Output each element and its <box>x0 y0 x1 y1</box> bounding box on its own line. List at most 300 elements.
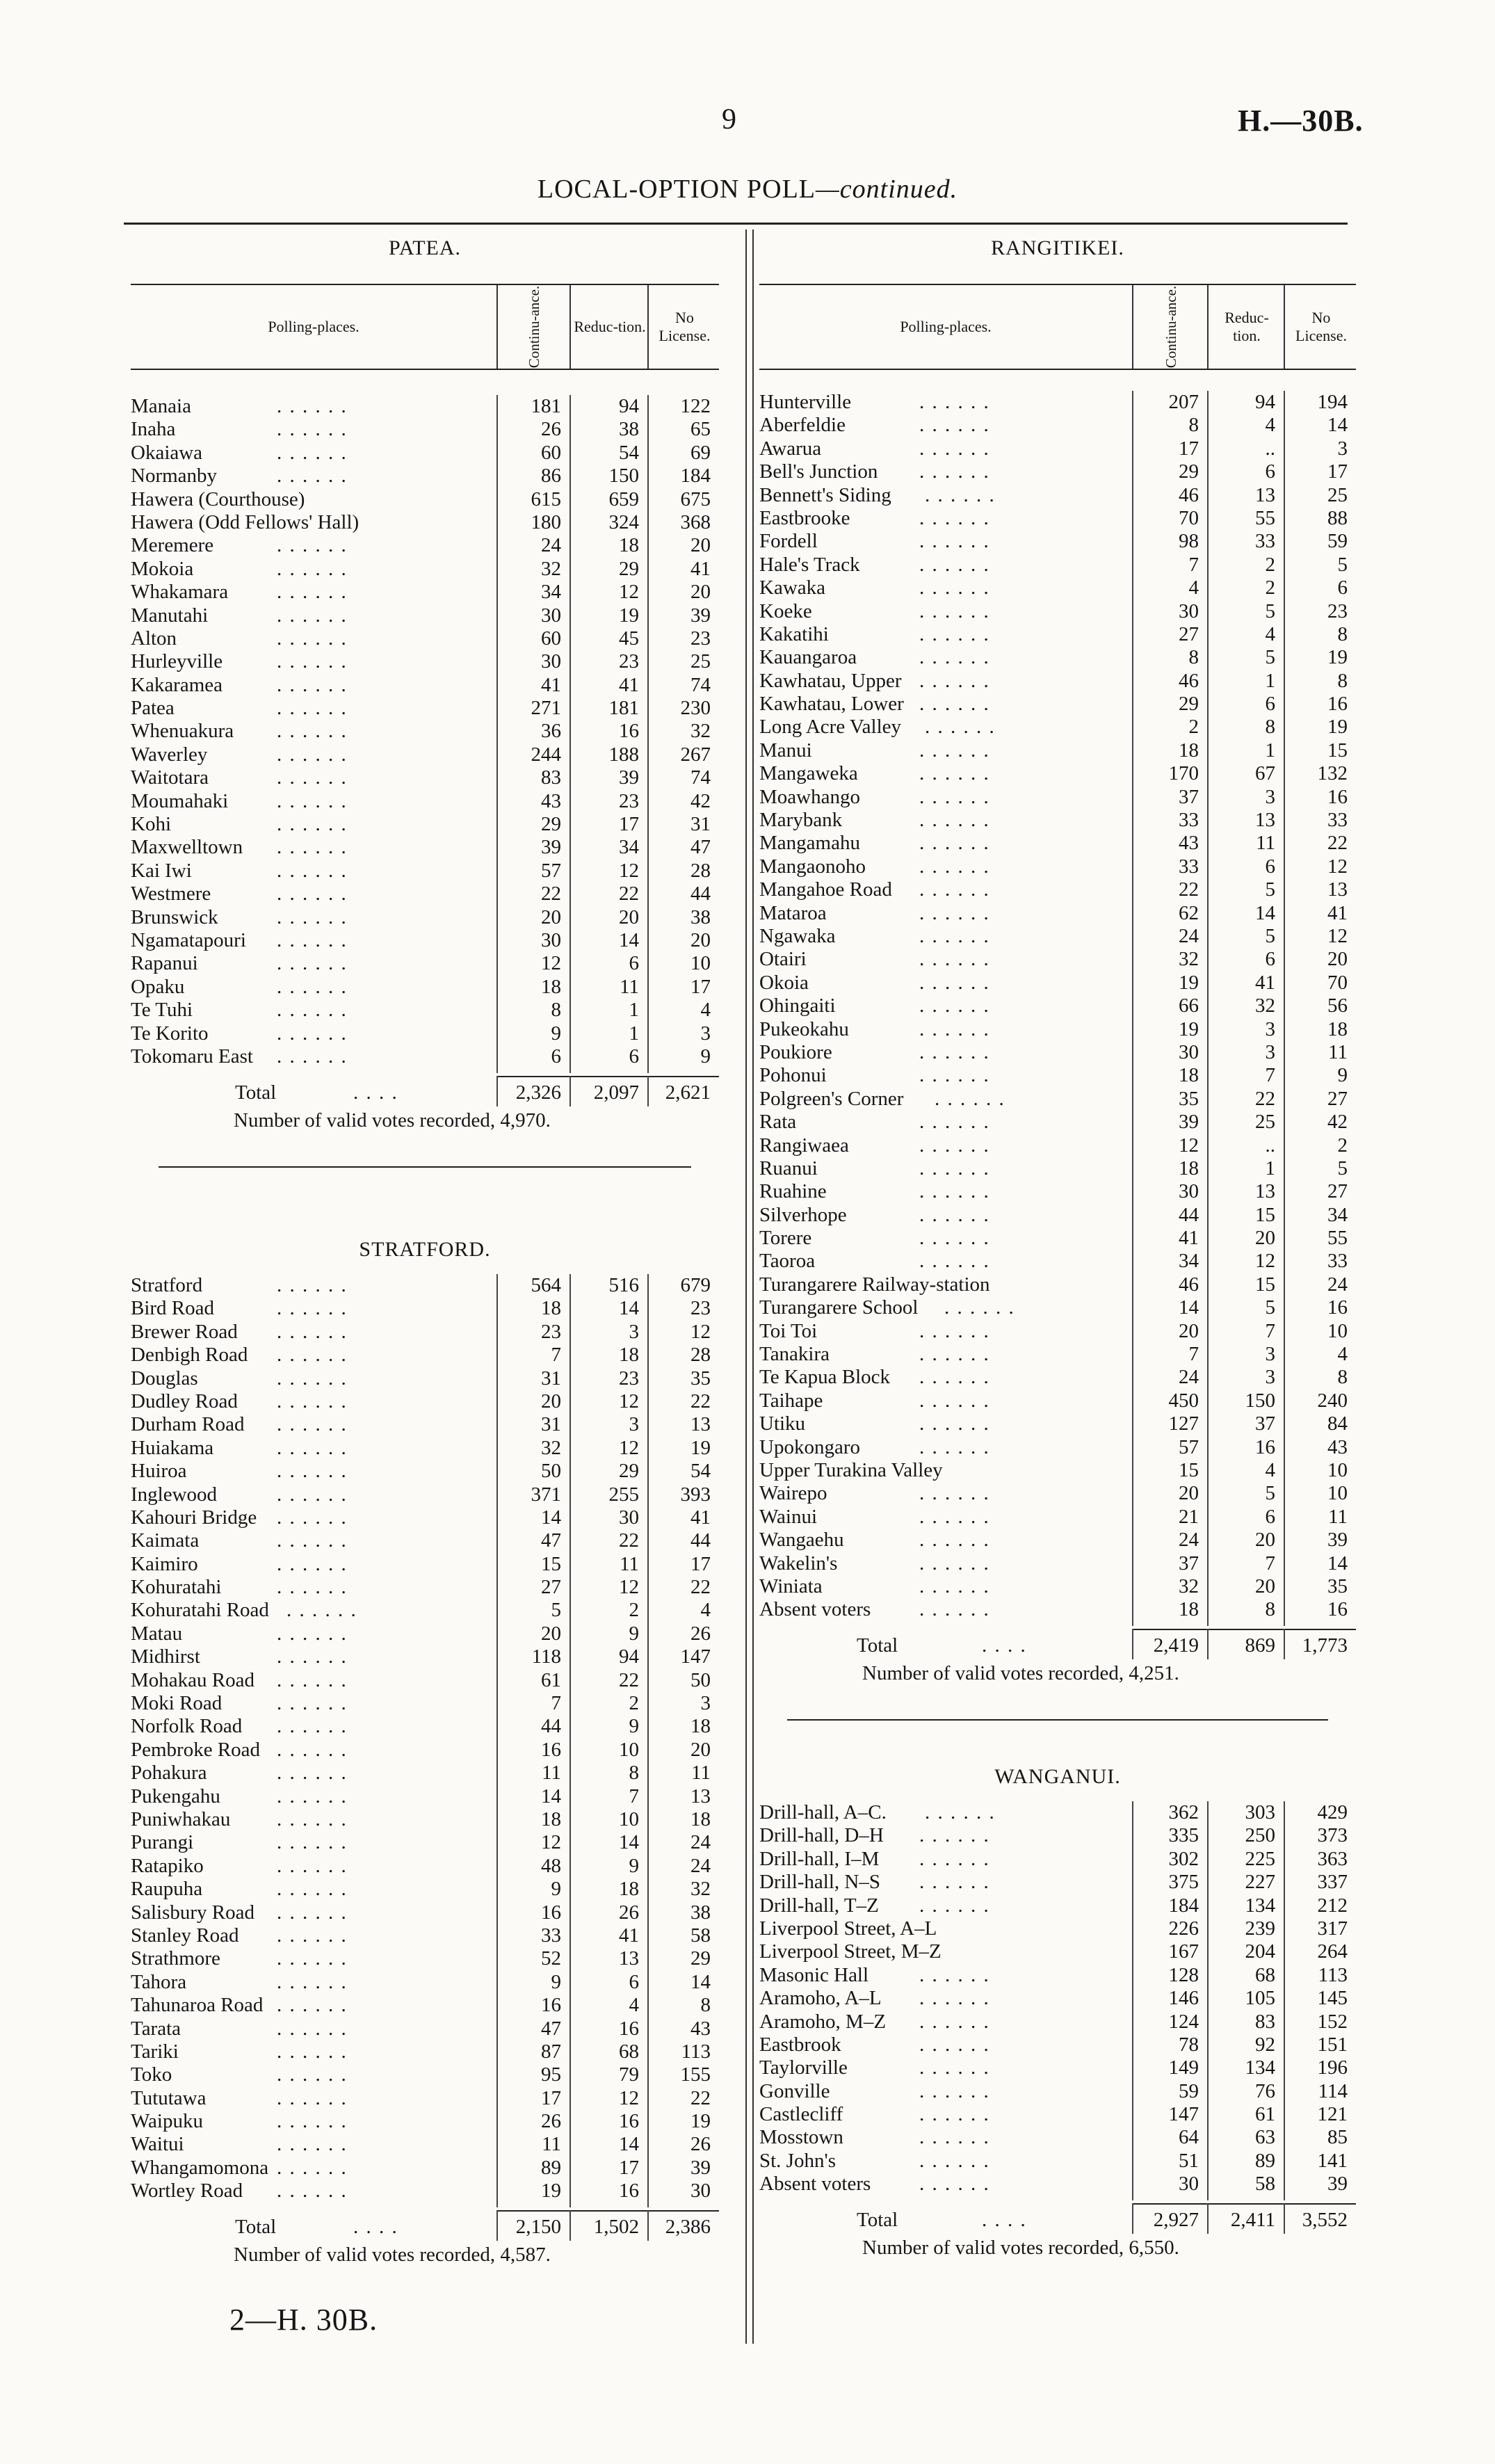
continuance-value: 50 <box>541 1460 561 1483</box>
continuance-value: 20 <box>541 1622 561 1645</box>
no-license-value: 151 <box>1317 2033 1348 2056</box>
reduction-value: 4 <box>1265 1458 1275 1481</box>
polling-place-name: Kakatihi <box>759 622 829 645</box>
continuance-value: 18 <box>1179 1157 1199 1179</box>
stratford-valid-votes: Number of valid votes recorded, 4,587. <box>234 2244 551 2266</box>
table-row <box>759 1390 1356 1412</box>
table-row <box>131 1576 719 1599</box>
polling-place-name: Otairi <box>759 948 807 971</box>
continuance-value: 146 <box>1168 1987 1199 2010</box>
polling-place-name: Kakaramea <box>131 673 223 696</box>
polling-place-name: Manui <box>759 739 812 762</box>
polling-place-name: Okaiawa <box>131 441 203 464</box>
continuance-value: 7 <box>551 1344 561 1367</box>
leader-dots: . . . . . . <box>919 971 990 994</box>
polling-place-name: Tahunaroa Road <box>131 1994 264 2017</box>
table-row <box>131 743 719 766</box>
no-license-value: 25 <box>690 650 711 673</box>
wanganui-rows <box>759 1801 1356 2196</box>
leader-dots: . . . . . . <box>277 1506 348 1529</box>
polling-place-name: Alton <box>131 627 177 650</box>
leader-dots: . . . . . . <box>277 1715 348 1738</box>
no-license-value: 196 <box>1317 2056 1348 2079</box>
continuance-value: 47 <box>541 2017 561 2040</box>
no-license-value: 33 <box>1327 1250 1348 1273</box>
total-continuance: 2,419 <box>1153 1634 1199 1657</box>
no-license-value: 65 <box>690 418 711 441</box>
continuance-value: 20 <box>1179 1319 1199 1342</box>
table-row <box>759 1296 1356 1319</box>
patea-total-column-rule <box>647 1076 649 1106</box>
table-row <box>131 790 719 813</box>
continuance-value: 9 <box>551 1022 561 1045</box>
table-row <box>131 1390 719 1413</box>
continuance-value: 41 <box>1179 1227 1199 1250</box>
table-row <box>759 530 1356 553</box>
reduction-value: 11 <box>620 975 639 998</box>
leader-dots: . . . . . . <box>277 1994 348 2017</box>
reduction-value: 1 <box>1265 739 1275 762</box>
leader-dots: . . . . . . <box>919 1529 990 1552</box>
no-license-value: 24 <box>1327 1273 1348 1296</box>
polling-place-name: Durham Road <box>131 1413 245 1436</box>
table-row <box>131 1692 719 1715</box>
table-row <box>759 995 1356 1017</box>
polling-place-name: Bird Road <box>131 1297 215 1320</box>
document-reference: H.—30B. <box>1238 104 1364 138</box>
polling-place-name: Hunterville <box>759 391 852 413</box>
leader-dots: . . . . . . <box>277 1552 348 1575</box>
leader-dots: . . . . . . <box>277 1878 348 1901</box>
reduction-value: 19 <box>619 604 639 627</box>
table-row <box>131 1855 719 1878</box>
table-row <box>759 2173 1356 2196</box>
reduction-value: 105 <box>1245 1987 1275 2010</box>
polling-place-name: Moumahaki <box>131 789 229 812</box>
polling-place-name: Kawhatau, Lower <box>759 693 904 716</box>
reduction-value: 7 <box>1265 1319 1275 1342</box>
table-row <box>131 860 719 883</box>
patea-title: PATEA. <box>388 236 462 259</box>
no-license-value: 35 <box>690 1367 711 1390</box>
no-license-value: 675 <box>680 488 711 510</box>
reduction-value: 20 <box>1255 1575 1275 1597</box>
continuance-value: 48 <box>541 1854 561 1877</box>
leader-dots: . . . . . . <box>919 2126 990 2149</box>
leader-dots: . . . . . . <box>277 836 348 859</box>
no-license-value: 16 <box>1327 785 1348 808</box>
wanganui-valid-votes: Number of valid votes recorded, 6,550. <box>862 2236 1179 2259</box>
polling-place-name: Strathmore <box>131 1947 220 1970</box>
table-row <box>759 1506 1356 1529</box>
reduction-value: 29 <box>619 557 639 580</box>
no-license-value: 29 <box>690 1947 711 1970</box>
continuance-value: 47 <box>541 1529 561 1552</box>
reduction-value: 134 <box>1245 1894 1275 1917</box>
leader-dots: . . . . . . <box>277 1785 348 1807</box>
no-license-value: 145 <box>1317 1987 1348 2010</box>
table-row <box>131 1994 719 2017</box>
wanganui-total-column-rule <box>1284 2203 1285 2234</box>
leader-dots: . . . . . . <box>277 2063 348 2086</box>
table-row <box>131 1947 719 1970</box>
reduction-value: 39 <box>619 766 639 789</box>
table-row <box>131 883 719 905</box>
reduction-value: 34 <box>619 836 639 859</box>
no-license-value: 41 <box>690 1506 711 1529</box>
reduction-value: 14 <box>619 1297 639 1320</box>
reduction-value: 516 <box>608 1274 639 1296</box>
reduction-value: 11 <box>1256 832 1275 855</box>
reduction-value: 2 <box>1265 577 1275 599</box>
continuance-value: 43 <box>1179 832 1199 855</box>
polling-place-name: Ngawaka <box>759 924 836 947</box>
continuance-value: 78 <box>1179 2033 1199 2056</box>
reduction-value: 20 <box>1255 1227 1275 1250</box>
rangitikei-total-column-rule <box>1284 1629 1285 1659</box>
polling-place-name: Moki Road <box>131 1692 223 1715</box>
table-row <box>131 1645 719 1668</box>
reduction-value: 20 <box>619 905 639 928</box>
polling-place-name: Tokomaru East <box>131 1045 253 1068</box>
no-license-value: 152 <box>1317 2010 1348 2033</box>
polling-place-name: Winiata <box>759 1575 823 1597</box>
continuance-value: 41 <box>541 673 561 696</box>
table-row <box>759 2150 1356 2173</box>
table-row <box>131 627 719 650</box>
polling-place-name: Pohakura <box>131 1762 207 1785</box>
continuance-value: 44 <box>1179 1203 1199 1226</box>
table-row <box>759 391 1356 414</box>
reduction-value: 22 <box>1255 1087 1275 1110</box>
polling-place-name: Taihape <box>759 1389 823 1412</box>
no-license-value: 23 <box>1327 599 1348 622</box>
continuance-value: 51 <box>1179 2149 1199 2172</box>
table-row <box>759 1824 1356 1847</box>
no-license-value: 74 <box>690 766 711 789</box>
table-row <box>759 1871 1356 1894</box>
continuance-value: 18 <box>1179 1598 1199 1621</box>
stratford-total-row <box>131 2216 719 2241</box>
total-continuance: 2,326 <box>515 1081 561 1104</box>
wanganui-title: WANGANUI. <box>994 1765 1121 1788</box>
polling-place-name: Te Korito <box>131 1022 209 1045</box>
table-row <box>759 1180 1356 1203</box>
no-license-value: 2 <box>1337 1134 1348 1157</box>
polling-place-name: Patea <box>131 697 175 720</box>
table-row <box>131 929 719 952</box>
reduction-value: 16 <box>1255 1435 1275 1458</box>
leader-dots: . . . . . . <box>919 1157 990 1179</box>
polling-place-name: Mokoia <box>131 557 194 580</box>
continuance-value: 33 <box>1179 809 1199 832</box>
continuance-value: 62 <box>1179 901 1199 924</box>
continuance-value: 32 <box>541 1436 561 1459</box>
table-row <box>759 2103 1356 2126</box>
table-row <box>759 1598 1356 1621</box>
no-license-value: 14 <box>1327 414 1348 437</box>
continuance-value: 33 <box>541 1924 561 1947</box>
continuance-value: 184 <box>1168 1894 1199 1917</box>
table-row <box>131 813 719 836</box>
continuance-value: 12 <box>1179 1134 1199 1157</box>
continuance-value: 29 <box>541 813 561 836</box>
leader-dots: . . . . . . <box>277 2133 348 2156</box>
no-license-value: 32 <box>690 720 711 743</box>
no-license-value: 50 <box>690 1668 711 1691</box>
table-row <box>131 2063 719 2086</box>
leader-dots: . . . . . . <box>277 1390 348 1412</box>
leader-dots: . . . . . . <box>277 1924 348 1947</box>
reduction-value: 150 <box>1245 1389 1275 1412</box>
continuance-value: 14 <box>541 1506 561 1529</box>
continuance-value: 14 <box>541 1785 561 1807</box>
polling-place-name: Tahora <box>131 1970 187 1993</box>
continuance-value: 18 <box>541 1807 561 1830</box>
leader-dots: . . . . . . <box>277 441 348 464</box>
reduction-value: 255 <box>608 1483 639 1506</box>
no-license-value: 113 <box>681 2040 711 2063</box>
leader-dots: . . . . . . <box>919 995 990 1017</box>
table-row <box>759 855 1356 878</box>
polling-place-name: Upper Turakina Valley <box>759 1458 943 1481</box>
polling-place-name: Waitui <box>131 2133 184 2156</box>
no-license-value: 13 <box>690 1413 711 1436</box>
table-row <box>759 832 1356 855</box>
reduction-value: 45 <box>619 627 639 650</box>
polling-place-name: Drill-hall, N–S <box>759 1871 880 1894</box>
reduction-value: 17 <box>619 2156 639 2179</box>
reduction-value: 6 <box>629 952 639 975</box>
polling-place-name: Dudley Road <box>131 1390 238 1412</box>
table-row <box>759 1064 1356 1087</box>
table-row <box>131 1599 719 1622</box>
no-license-value: 23 <box>690 1297 711 1320</box>
continuance-value: 12 <box>541 1831 561 1854</box>
leader-dots: . . . . . . <box>277 859 348 882</box>
polling-place-name: Mangaonoho <box>759 855 866 878</box>
continuance-value: 52 <box>541 1947 561 1970</box>
polling-place-name: Kawhatau, Upper <box>759 669 902 692</box>
table-row <box>759 600 1356 623</box>
stratford-rows <box>131 1274 719 2203</box>
header-polling-places: Polling-places. <box>268 318 359 335</box>
rangitikei-total-column-rule <box>1207 1629 1209 1659</box>
table-row <box>759 1848 1356 1871</box>
table-row <box>759 484 1356 507</box>
rangitikei-total-rule <box>1132 1629 1356 1630</box>
no-license-value: 28 <box>690 1344 711 1367</box>
continuance-value: 24 <box>1179 1366 1199 1389</box>
table-row <box>759 1111 1356 1134</box>
no-license-value: 69 <box>690 441 711 464</box>
leader-dots: . . . . . . <box>286 1599 357 1622</box>
continuance-value: 7 <box>1188 1343 1199 1366</box>
wanganui-total-column-rule <box>1132 2203 1133 2234</box>
continuance-value: 20 <box>541 905 561 928</box>
total-reduction: 1,502 <box>593 2216 639 2238</box>
polling-place-name: Toko <box>131 2063 172 2086</box>
leader-dots: . . . . . . <box>919 577 990 599</box>
reduction-value: 12 <box>619 581 639 604</box>
reduction-value: 37 <box>1255 1412 1275 1435</box>
reduction-value: 13 <box>1255 483 1275 506</box>
patea-total-rule <box>496 1076 719 1077</box>
continuance-value: 30 <box>541 604 561 627</box>
leader-dots: . . . . . . <box>919 2079 990 2102</box>
no-license-value: 22 <box>690 1390 711 1412</box>
no-license-value: 8 <box>1337 1366 1348 1389</box>
no-license-value: 10 <box>1327 1458 1348 1481</box>
no-license-value: 12 <box>1327 855 1348 878</box>
table-row <box>759 739 1356 762</box>
table-row <box>759 623 1356 646</box>
table-row <box>759 1801 1356 1824</box>
reduction-value: 76 <box>1255 2079 1275 2102</box>
continuance-value: 335 <box>1168 1824 1199 1847</box>
continuance-value: 6 <box>551 1045 561 1068</box>
leader-dots: . . . . . . <box>919 2033 990 2056</box>
no-license-value: 429 <box>1317 1801 1348 1823</box>
leader-dots: . . . . . . <box>277 1413 348 1436</box>
table-row <box>131 1022 719 1045</box>
leader-dots: . . . . . . <box>277 1947 348 1970</box>
header-no-license-label: No License. <box>658 309 711 344</box>
leader-dots: . . . . . . <box>919 2149 990 2172</box>
no-license-value: 27 <box>1327 1087 1348 1110</box>
continuance-value: 11 <box>542 1762 561 1785</box>
leader-dots: . . . . . . <box>277 650 348 673</box>
leader-dots: . . . . . . <box>277 2180 348 2203</box>
table-row <box>131 1413 719 1436</box>
no-license-value: 43 <box>1327 1435 1348 1458</box>
no-license-value: 4 <box>1337 1343 1348 1366</box>
total-no-license: 2,621 <box>665 1081 711 1104</box>
table-row <box>131 1483 719 1506</box>
table-row <box>131 395 719 418</box>
continuance-value: 31 <box>541 1367 561 1390</box>
table-row <box>759 1343 1356 1366</box>
no-license-value: 3 <box>700 1692 711 1715</box>
table-row <box>759 1940 1356 1963</box>
reduction-value: 9 <box>629 1622 639 1645</box>
polling-place-name: Hale's Track <box>759 553 860 576</box>
reduction-value: 303 <box>1245 1801 1275 1823</box>
table-row <box>759 716 1356 739</box>
polling-place-name: Rata <box>759 1111 797 1134</box>
polling-place-name: Castlecliff <box>759 2103 843 2126</box>
continuance-value: 24 <box>541 534 561 557</box>
polling-place-name: Awarua <box>759 437 822 460</box>
continuance-value: 43 <box>541 789 561 812</box>
stratford-total-column-rule <box>647 2210 649 2241</box>
leader-dots: . . . . . . <box>919 391 990 413</box>
reduction-value: 41 <box>619 673 639 696</box>
leader-dots: . . . . . . <box>277 1297 348 1320</box>
no-license-value: 35 <box>1327 1575 1348 1597</box>
reduction-value: 2 <box>629 1599 639 1622</box>
total-continuance: 2,150 <box>515 2216 561 2238</box>
reduction-value: 5 <box>1265 599 1275 622</box>
continuance-value: 2 <box>1188 716 1199 739</box>
polling-place-name: Gonville <box>759 2079 830 2102</box>
reduction-value: 23 <box>619 650 639 673</box>
no-license-value: 393 <box>680 1483 711 1506</box>
header-reduction <box>569 285 649 369</box>
reduction-value: 3 <box>1265 1343 1275 1366</box>
no-license-value: 44 <box>690 1529 711 1552</box>
polling-place-name: Kahouri Bridge <box>131 1506 257 1529</box>
leader-dots: . . . . . . <box>277 1668 348 1691</box>
leader-dots: . . . . . . <box>919 1366 990 1389</box>
reduction-value: 6 <box>1265 948 1275 971</box>
leader-dots: . . . . . . <box>277 1483 348 1506</box>
table-row <box>759 414 1356 437</box>
reduction-value: 17 <box>619 813 639 836</box>
total-reduction: 869 <box>1245 1634 1275 1657</box>
leader-dots: . . . . . . <box>277 883 348 905</box>
table-row <box>131 534 719 557</box>
no-license-value: 39 <box>690 604 711 627</box>
polling-place-name: Turangarere Railway-station <box>759 1273 990 1296</box>
continuance-value: 16 <box>541 1901 561 1924</box>
polling-place-name: Drill-hall, I–M <box>759 1847 880 1870</box>
table-row <box>759 1987 1356 2010</box>
no-license-value: 11 <box>1328 1040 1348 1063</box>
leader-dots: . . . . . . <box>919 1575 990 1597</box>
polling-place-name: Masonic Hall <box>759 1963 869 1986</box>
continuance-value: 95 <box>541 2063 561 2086</box>
header-continuance <box>496 285 571 369</box>
continuance-value: 30 <box>1179 2173 1199 2196</box>
continuance-value: 26 <box>541 2110 561 2133</box>
reduction-value: 23 <box>619 789 639 812</box>
reduction-value: 63 <box>1255 2126 1275 2149</box>
leader-dots: . . . . . . <box>944 1296 1015 1319</box>
continuance-value: 170 <box>1168 762 1199 785</box>
no-license-value: 38 <box>690 1901 711 1924</box>
leader-dots: . . . . . . <box>919 1017 990 1040</box>
total-reduction: 2,411 <box>1230 2208 1275 2231</box>
polling-place-name: Mangamahu <box>759 832 860 855</box>
polling-place-name: Wakelin's <box>759 1552 838 1575</box>
leader-dots: . . . . . . <box>277 928 348 951</box>
reduction-value: 4 <box>1265 414 1275 437</box>
polling-place-name: Liverpool Street, M–Z <box>759 1940 942 1963</box>
table-row <box>131 906 719 929</box>
no-license-value: 39 <box>1327 2173 1348 2196</box>
reduction-value: 20 <box>1255 1529 1275 1552</box>
leader-dots: . . . . . . <box>919 2103 990 2126</box>
total-leader-dots: . . . . <box>982 2208 1027 2231</box>
leader-dots: . . . . . . <box>919 901 990 924</box>
polling-place-name: Waitotara <box>131 766 209 789</box>
continuance-value: 44 <box>541 1715 561 1738</box>
polling-place-name: Eastbrooke <box>759 506 850 529</box>
no-license-value: 17 <box>690 1552 711 1575</box>
polling-place-name: Wangaehu <box>759 1529 844 1552</box>
continuance-value: 362 <box>1168 1801 1199 1823</box>
leader-dots: . . . . . . <box>277 1692 348 1715</box>
polling-place-name: St. John's <box>759 2149 836 2172</box>
reduction-value: 33 <box>1255 530 1275 553</box>
reduction-value: 10 <box>619 1738 639 1761</box>
header-no-license <box>647 285 720 369</box>
continuance-value: 30 <box>1179 1180 1199 1203</box>
leader-dots: . . . . . . <box>919 1180 990 1203</box>
reduction-value: 12 <box>619 1576 639 1599</box>
reduction-value: 8 <box>1265 1598 1275 1621</box>
